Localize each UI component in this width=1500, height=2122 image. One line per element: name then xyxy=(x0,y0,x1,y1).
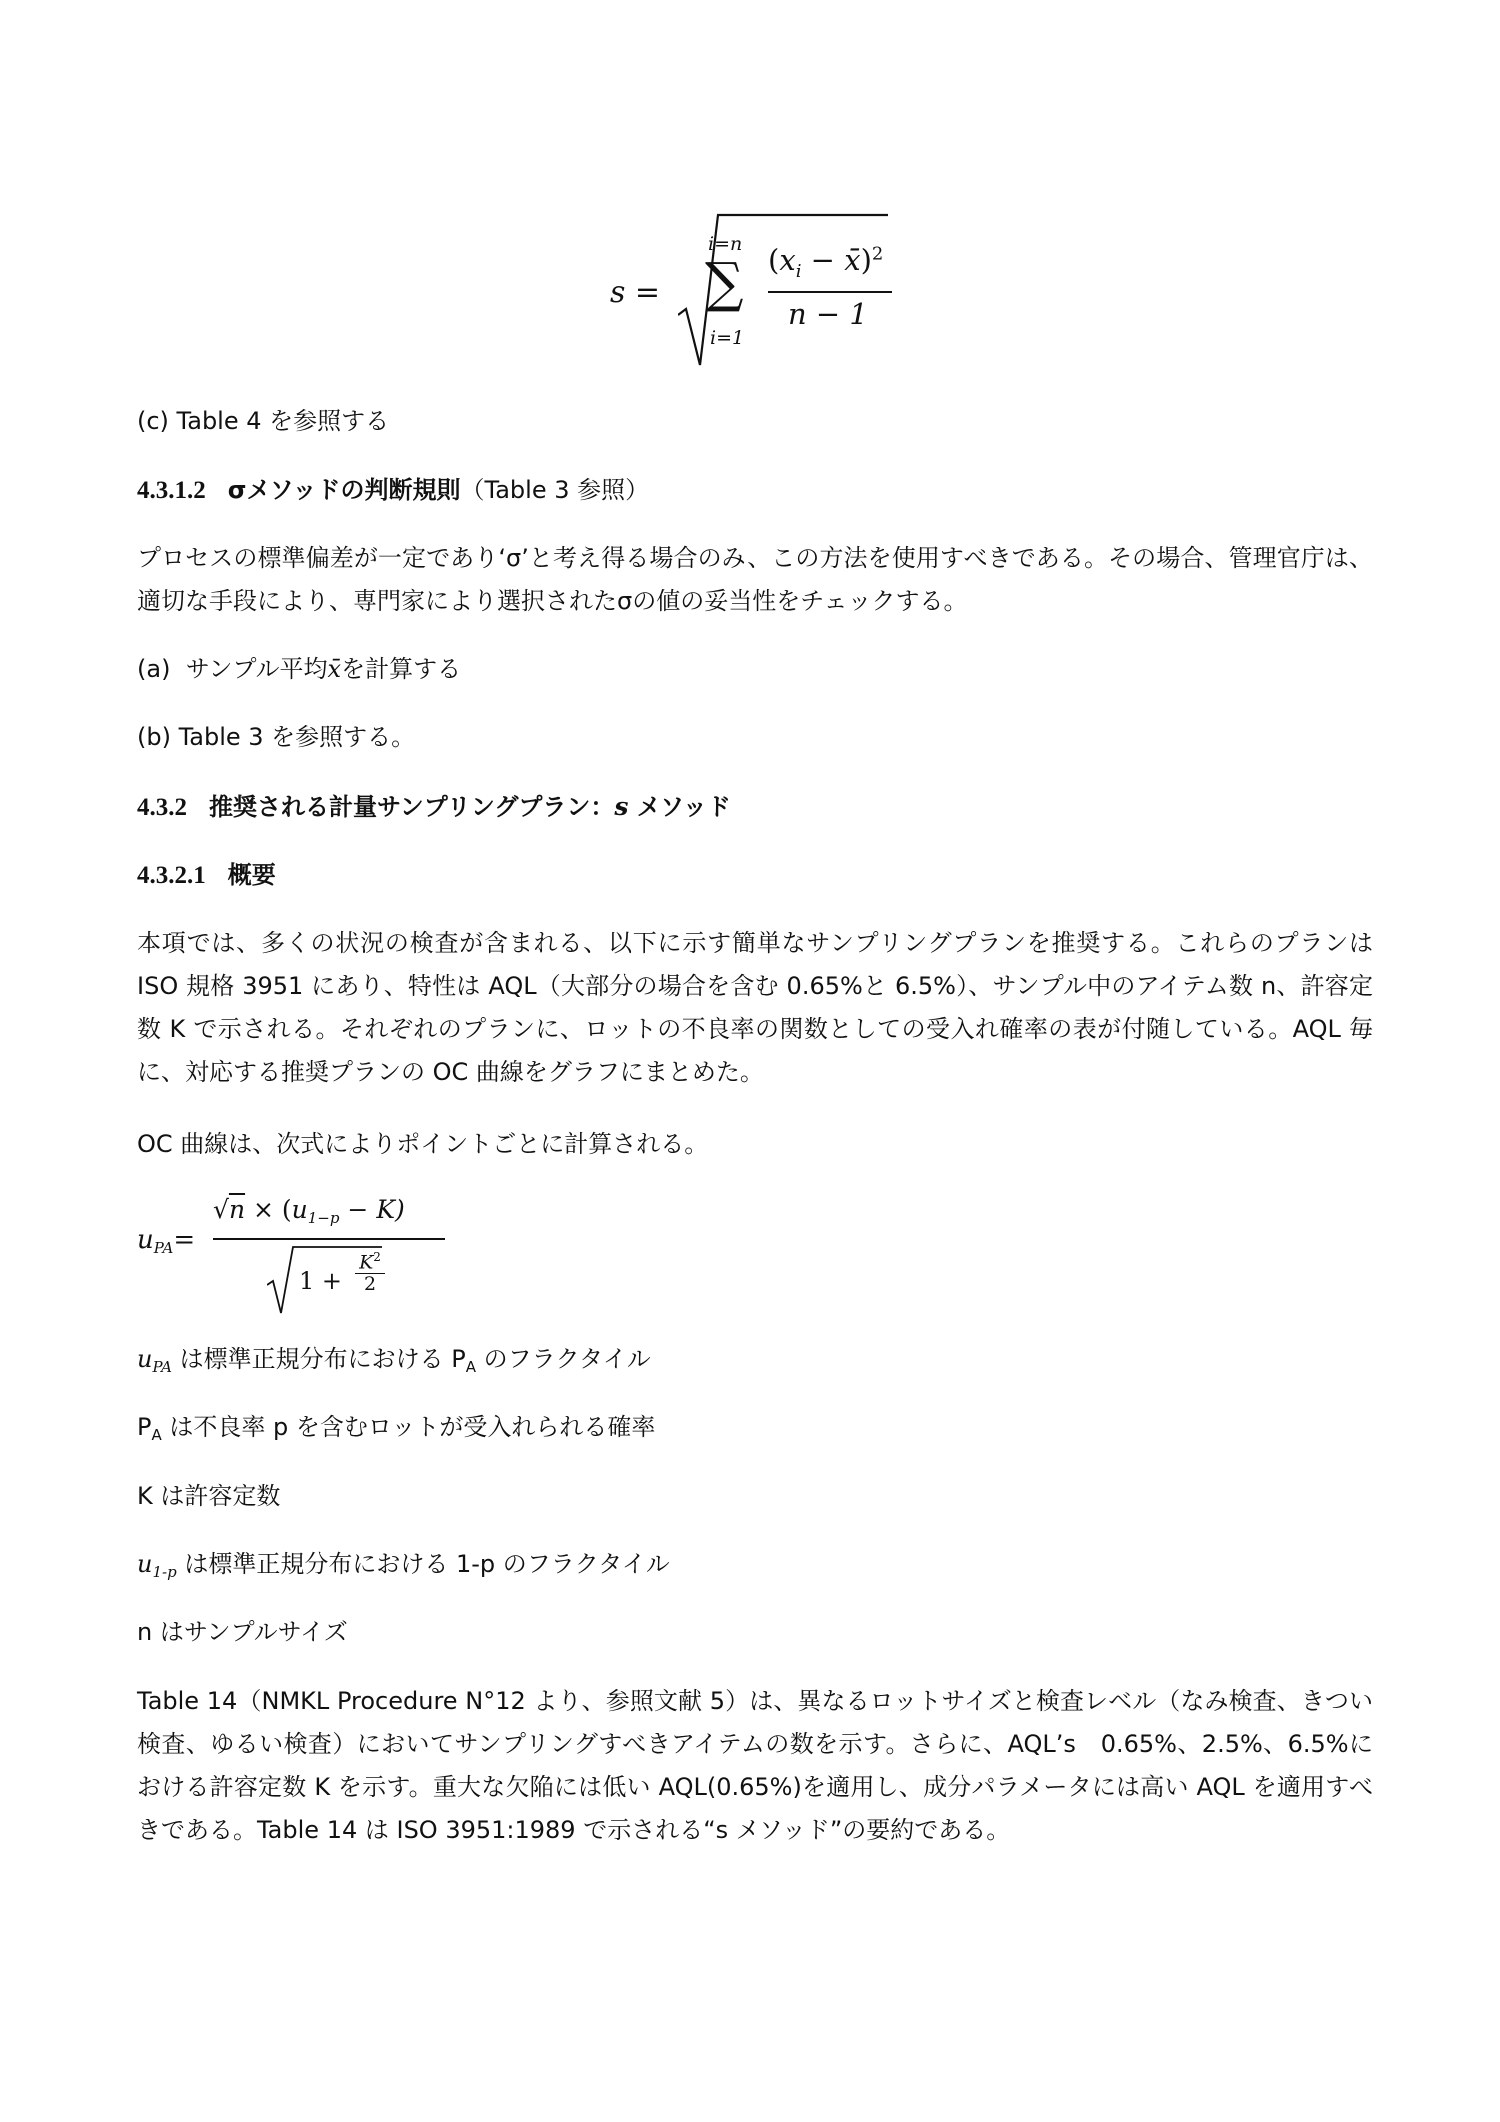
upa-fraction-bar xyxy=(213,1238,445,1240)
para-sigma-method: プロセスの標準偏差が一定であり‘σ’と考え得る場合のみ、この方法を使用すべきである。その場合、管理官庁は、適切な手段により、専門家により選択されたσの値の妥当性をチェックする。 xyxy=(137,544,1373,615)
fraction-numerator: ($x_i$ − x̄)$^2$ xyxy=(768,243,884,282)
def-u1p: $u_{1-p}$ は標準正規分布における 1-p のフラクタイル xyxy=(137,1550,670,1581)
summation-icon: ∑ xyxy=(705,251,744,314)
para-table14: Table 14（NMKL Procedure N°12 より、参照文献 5）は、異なるロットサイズと検査レベル（なみ検査、きつい検査、ゆるい検査）においてサンプリングすべきアイテムの数を示す。さらに、AQL’s 0.65%、2.5%、6.5%における許容定数 K を示す。重大な欠陥には低い AQL(0.65%)を適用し、成分パラメータには高い AQL を適用すべきである。Table 14 は ISO 3951:1989 で示される“s メソッド”の要約である。 xyxy=(137,1687,1373,1844)
upa-denominator-one: 1 + xyxy=(299,1267,343,1295)
fraction-bar xyxy=(768,291,892,293)
sqrt-icon: √ xyxy=(213,1195,229,1224)
upa-numerator: $√n \times (u_{1-p} - K)$ xyxy=(213,1195,405,1227)
def-n: n はサンプルサイズ xyxy=(137,1618,348,1646)
sum-upper-limit: i=n xyxy=(708,233,743,255)
heading-4-3-2-1: 4.3.2.1 概要 xyxy=(137,861,276,889)
std-dev-formula xyxy=(610,205,910,375)
upa-formula xyxy=(137,1195,457,1315)
heading-4-3-1-2: 4.3.1.2 σメソッドの判断規則（Table 3 参照） xyxy=(137,476,650,504)
def-upa: $u_{PA}$ は標準正規分布における $P_A$ のフラクタイル xyxy=(137,1345,651,1376)
para-b: (b) Table 3 を参照する。 xyxy=(137,723,416,751)
def-pa: $P_A$ は不良率 p を含むロットが受入れられる確率 xyxy=(137,1413,656,1444)
para-overview: 本項では、多くの状況の検査が含まれる、以下に示す簡単なサンプリングプランを推奨する。これらのプランは ISO 規格 3951 にあり、特性は AQL（大部分の場合を含む 0.65%と 6.5%）、サンプル中のアイテム数 n、許容定数 K で示される。それぞれのプランに、ロットの不良率の関数としての受入れ確率の表が付随している。AQL 毎に、対応する推奨プランの OC 曲線をグラフにまとめた。 xyxy=(137,929,1373,1086)
k-squared-fraction: $K^2$ 2 xyxy=(355,1247,385,1295)
fraction-denominator: n − 1 xyxy=(788,297,868,331)
sum-lower-limit: i=1 xyxy=(710,327,745,349)
para-a: (a) サンプル平均x̄を計算する xyxy=(137,655,462,683)
para-oc-curve: OC 曲線は、次式によりポイントごとに計算される。 xyxy=(137,1130,709,1158)
upa-lhs: $u_{PA}=$ xyxy=(137,1225,196,1257)
formula-lhs: s = xyxy=(610,275,661,310)
heading-4-3-2: 4.3.2 推奨される計量サンプリングプラン：s メソッド xyxy=(137,792,731,821)
para-c: (c) Table 4 を参照する xyxy=(137,407,390,435)
def-k: K は許容定数 xyxy=(137,1482,281,1510)
